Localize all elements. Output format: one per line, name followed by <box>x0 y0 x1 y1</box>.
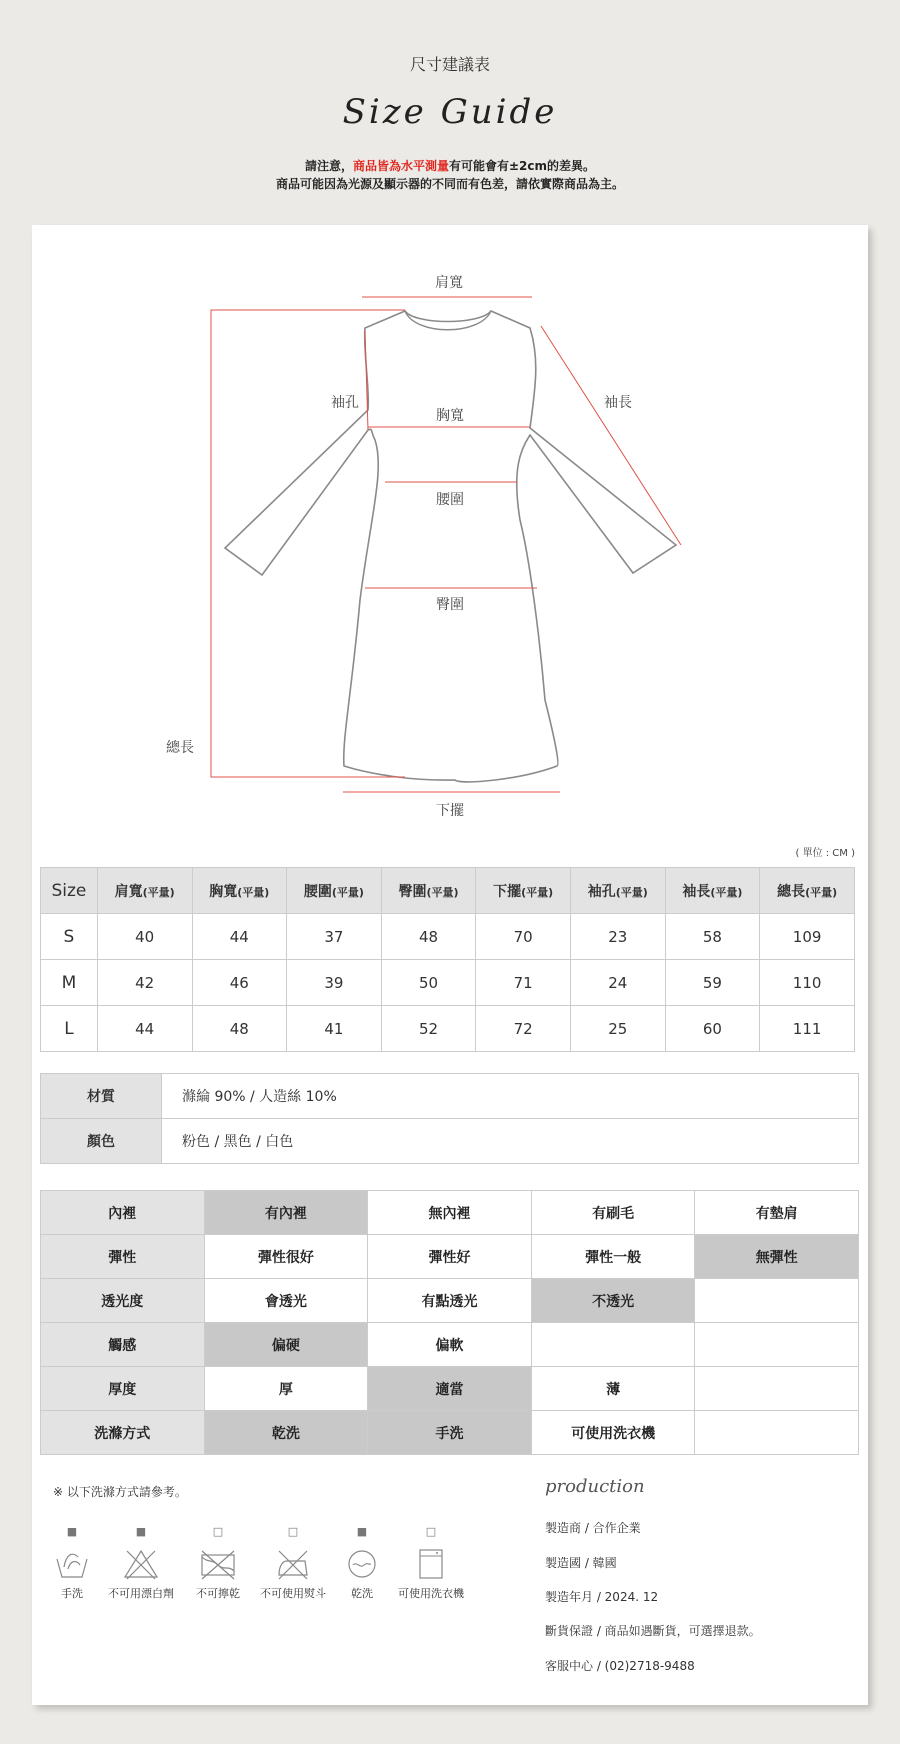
feature-label: 透光度 <box>41 1279 205 1323</box>
feature-option: 偏軟 <box>368 1323 532 1367</box>
color-value: 粉色 / 黑色 / 白色 <box>162 1119 859 1164</box>
features-table <box>40 1190 859 1455</box>
wash-item-dry-clean <box>337 1525 387 1601</box>
label-chest: 胸寬 <box>436 408 464 424</box>
value-cell: 37 <box>287 914 382 960</box>
feature-option: 乾洗 <box>204 1411 368 1455</box>
production-line: 斷貨保證 / 商品如遇斷貨，可選擇退款。 <box>545 1624 761 1638</box>
production-line: 製造國 / 韓國 <box>545 1556 617 1570</box>
col-header: 總長(平量) <box>760 868 855 914</box>
label-armhole: 袖孔 <box>331 395 359 411</box>
value-cell: 48 <box>381 914 476 960</box>
size-table <box>40 867 855 1052</box>
page-title: Size Guide <box>342 92 558 132</box>
feature-row-elasticity <box>41 1235 859 1279</box>
unit-label: ( 單位 : CM ) <box>795 848 855 859</box>
feature-option: 不透光 <box>531 1279 695 1323</box>
wash-label: 不可使用熨斗 <box>260 1587 326 1600</box>
hand-wash-icon <box>54 1547 90 1581</box>
value-cell: 60 <box>665 1006 760 1052</box>
value-cell: 24 <box>571 960 666 1006</box>
feature-option: 厚 <box>204 1367 368 1411</box>
no-iron-icon <box>275 1547 311 1581</box>
value-cell: 40 <box>97 914 192 960</box>
label-hem: 下擺 <box>436 803 464 819</box>
size-cell: M <box>41 960 98 1006</box>
value-cell: 41 <box>287 1006 382 1052</box>
value-cell: 39 <box>287 960 382 1006</box>
notice-highlight: 商品皆為水平測量 <box>352 159 449 173</box>
value-cell: 44 <box>97 1006 192 1052</box>
label-shoulder: 肩寬 <box>435 275 463 291</box>
feature-option: 會透光 <box>204 1279 368 1323</box>
size-cell: L <box>41 1006 98 1052</box>
feature-option: 手洗 <box>368 1411 532 1455</box>
material-label: 材質 <box>41 1074 162 1119</box>
feature-label: 彈性 <box>41 1235 205 1279</box>
production-title: production <box>545 1476 645 1497</box>
value-cell: 72 <box>476 1006 571 1052</box>
size-table-header <box>41 868 855 914</box>
col-header: 袖孔(平量) <box>571 868 666 914</box>
feature-option <box>695 1411 859 1455</box>
no-bleach-icon <box>123 1547 159 1581</box>
label-hip: 臀圍 <box>436 597 464 613</box>
sleeve-line <box>541 326 681 545</box>
col-header: 腰圍(平量) <box>287 868 382 914</box>
feature-row-thickness <box>41 1367 859 1411</box>
no-wring-icon <box>198 1547 238 1581</box>
value-cell: 52 <box>381 1006 476 1052</box>
value-cell: 70 <box>476 914 571 960</box>
material-table <box>40 1073 859 1164</box>
feature-option: 有墊肩 <box>695 1191 859 1235</box>
check-mark: ■ <box>66 1525 78 1538</box>
label-waist: 腰圍 <box>436 492 464 508</box>
feature-option: 有刷毛 <box>531 1191 695 1235</box>
feature-row-transparency <box>41 1279 859 1323</box>
check-mark: □ <box>425 1525 437 1538</box>
feature-row-texture <box>41 1323 859 1367</box>
label-total-length: 總長 <box>166 740 194 756</box>
col-header: 袖長(平量) <box>665 868 760 914</box>
dry-clean-icon <box>344 1547 380 1581</box>
notice-text: 有可能會有±2cm的差異。 <box>449 159 596 173</box>
notice-line-2: 商品可能因為光源及顯示器的不同而有色差，請依實際商品為主。 <box>275 177 624 191</box>
wash-label: 手洗 <box>61 1587 83 1600</box>
color-row <box>41 1119 859 1164</box>
feature-option: 彈性一般 <box>531 1235 695 1279</box>
value-cell: 111 <box>760 1006 855 1052</box>
washing-machine-icon <box>413 1547 449 1581</box>
col-header: 胸寬(平量) <box>192 868 287 914</box>
value-cell: 58 <box>665 914 760 960</box>
value-cell: 109 <box>760 914 855 960</box>
value-cell: 50 <box>381 960 476 1006</box>
feature-option: 薄 <box>531 1367 695 1411</box>
production-line: 製造商 / 合作企業 <box>545 1521 641 1535</box>
wash-item-no-wring <box>188 1525 248 1601</box>
feature-row-washing <box>41 1411 859 1455</box>
feature-label: 觸感 <box>41 1323 205 1367</box>
color-label: 顏色 <box>41 1119 162 1164</box>
check-mark: ■ <box>356 1525 368 1538</box>
feature-option: 有點透光 <box>368 1279 532 1323</box>
dress-outline <box>225 311 676 782</box>
value-cell: 42 <box>97 960 192 1006</box>
total-length-line <box>211 310 405 777</box>
col-header: 肩寬(平量) <box>97 868 192 914</box>
feature-option: 適當 <box>368 1367 532 1411</box>
col-header: 下擺(平量) <box>476 868 571 914</box>
wash-label: 不可擰乾 <box>196 1587 240 1600</box>
col-header: 臀圍(平量) <box>381 868 476 914</box>
value-cell: 48 <box>192 1006 287 1052</box>
feature-option: 無彈性 <box>695 1235 859 1279</box>
feature-label: 內裡 <box>41 1191 205 1235</box>
feature-option: 偏硬 <box>204 1323 368 1367</box>
check-mark: □ <box>287 1525 299 1538</box>
feature-option: 彈性很好 <box>204 1235 368 1279</box>
feature-label: 厚度 <box>41 1367 205 1411</box>
wash-item-no-iron <box>256 1525 330 1601</box>
material-row <box>41 1074 859 1119</box>
wash-label: 乾洗 <box>351 1587 373 1600</box>
table-row <box>41 960 855 1006</box>
size-cell: S <box>41 914 98 960</box>
feature-option <box>695 1367 859 1411</box>
value-cell: 44 <box>192 914 287 960</box>
page-subtitle: 尺寸建議表 <box>409 55 490 74</box>
value-cell: 110 <box>760 960 855 1006</box>
value-cell: 23 <box>571 914 666 960</box>
wash-item-no-bleach <box>103 1525 179 1601</box>
wash-label: 不可用漂白劑 <box>108 1587 174 1600</box>
check-mark: □ <box>212 1525 224 1538</box>
feature-option <box>695 1279 859 1323</box>
label-sleeve: 袖長 <box>604 395 632 411</box>
feature-label: 洗滌方式 <box>41 1411 205 1455</box>
value-cell: 46 <box>192 960 287 1006</box>
value-cell: 25 <box>571 1006 666 1052</box>
feature-option: 彈性好 <box>368 1235 532 1279</box>
value-cell: 71 <box>476 960 571 1006</box>
feature-option <box>531 1323 695 1367</box>
feature-option: 可使用洗衣機 <box>531 1411 695 1455</box>
feature-option <box>695 1323 859 1367</box>
wash-item-hand-wash <box>47 1525 97 1601</box>
wash-note: ※ 以下洗滌方式請參考。 <box>53 1485 187 1499</box>
production-line: 製造年月 / 2024. 12 <box>545 1590 659 1604</box>
check-mark: ■ <box>135 1525 147 1538</box>
feature-option: 無內裡 <box>368 1191 532 1235</box>
table-row <box>41 914 855 960</box>
production-line: 客服中心 / (02)2718-9488 <box>545 1659 695 1673</box>
feature-row-lining <box>41 1191 859 1235</box>
material-value: 滌綸 90% / 人造絲 10% <box>162 1074 859 1119</box>
wash-item-washing-machine <box>393 1525 469 1601</box>
size-header: Size <box>41 868 98 914</box>
notice-text: 請注意， <box>304 159 353 173</box>
table-row <box>41 1006 855 1052</box>
value-cell: 59 <box>665 960 760 1006</box>
wash-label: 可使用洗衣機 <box>398 1587 464 1600</box>
collar <box>405 311 491 330</box>
feature-option: 有內裡 <box>204 1191 368 1235</box>
